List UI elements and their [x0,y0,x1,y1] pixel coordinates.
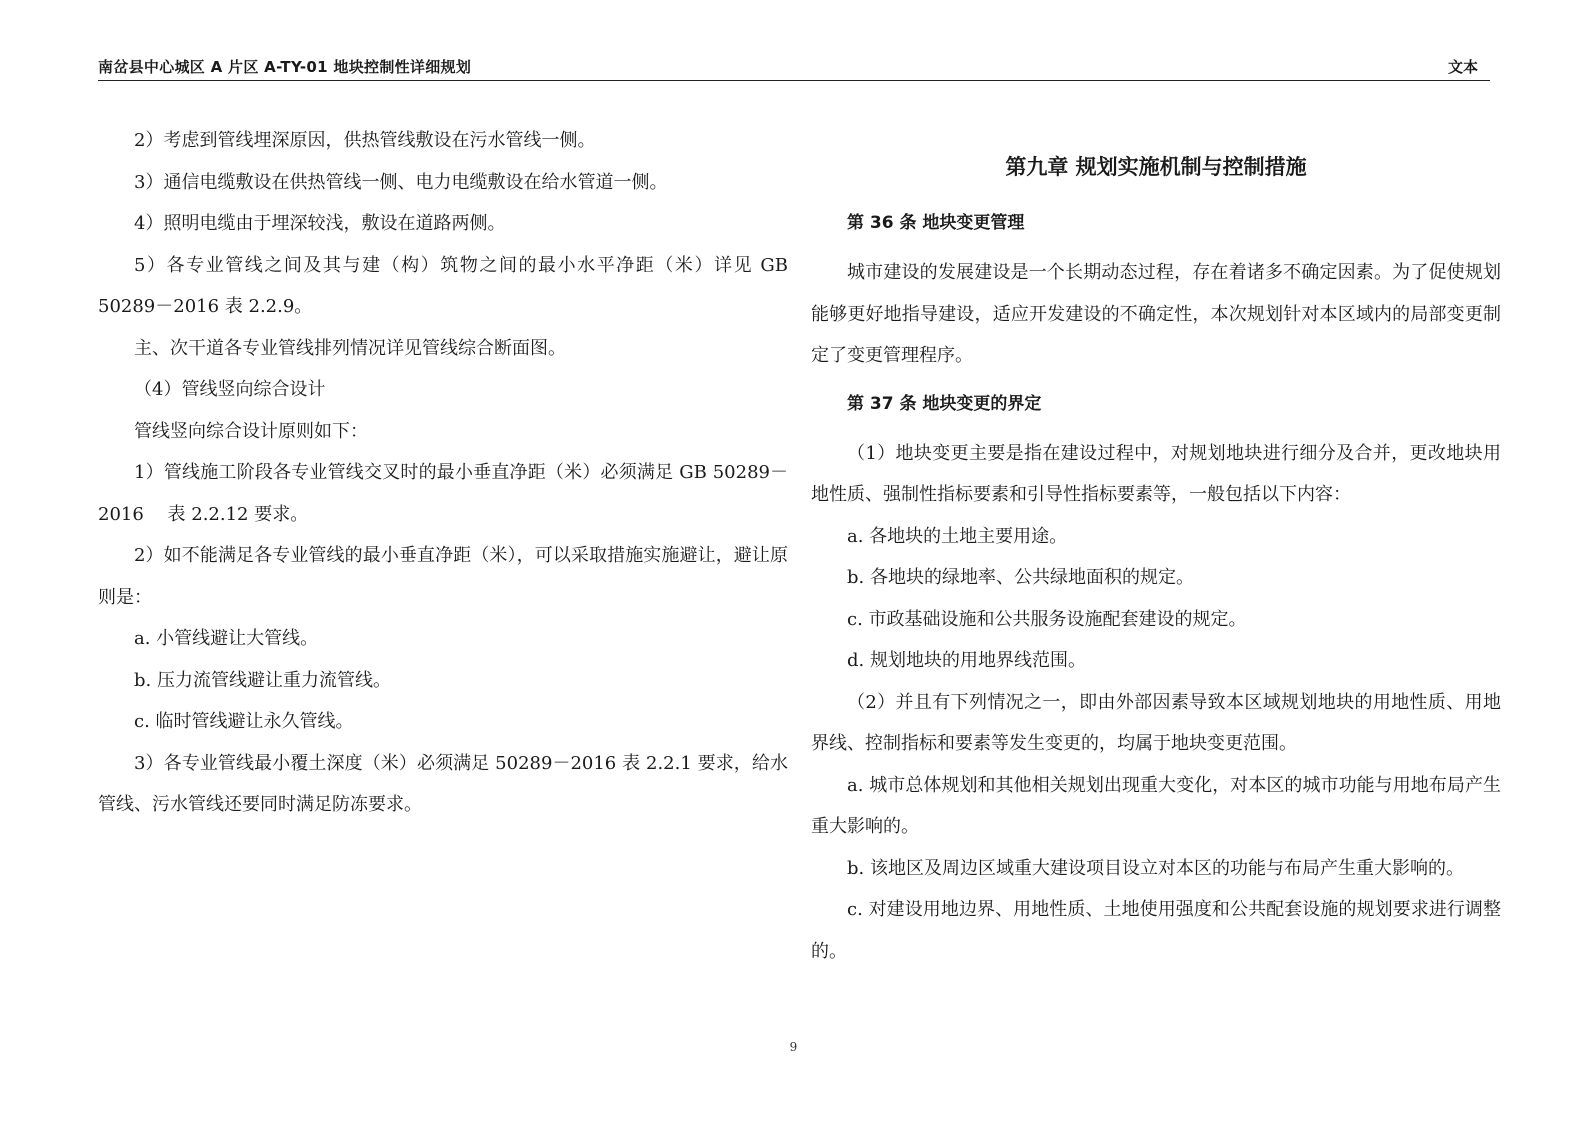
paragraph: 管线竖向综合设计原则如下： [134,420,368,442]
page-header [98,56,1490,81]
right-column [811,128,1501,972]
paragraph: 4）照明电缆由于埋深较浅，敷设在道路两侧。 [134,213,506,234]
paragraph: 城市建设的发展建设是一个长期动态过程，存在着诸多不确定因素。为了促使规划能够更好地指导建设，适应开发建设的不确定性，本次规划针对本区域内的局部变更制定了变更管理程序。 [811,262,1501,366]
article-37-heading: 第 37 条 地块变更的界定 [847,393,1042,414]
paragraph: c. 临时管线避让永久管线。 [134,711,354,732]
chapter-title: 第九章 规划实施机制与控制措施 [1005,155,1307,179]
paragraph: d. 规划地块的用地界线范围。 [847,650,1086,671]
article-37-body [811,433,1501,973]
article-36-body [811,252,1501,377]
paragraph: （2）并且有下列情况之一，即由外部因素导致本区域规划地块的用地性质、用地界线、控制指标和要素等发生变更的，均属于地块变更范围。 [811,691,1501,754]
document-type-label: 文本 [1447,58,1478,76]
paragraph: a. 小管线避让大管线。 [134,628,319,649]
left-column [98,120,788,826]
paragraph: a. 城市总体规划和其他相关规划出现重大变化，对本区的城市功能与用地布局产生重大影响的。 [811,774,1501,837]
paragraph: 主、次干道各专业管线排列情况详见管线综合断面图。 [134,337,566,359]
paragraph: （4）管线竖向综合设计 [134,379,326,400]
paragraph: b. 各地块的绿地率、公共绿地面积的规定。 [847,567,1194,588]
paragraph: b. 压力流管线避让重力流管线。 [134,669,391,691]
paragraph: c. 对建设用地边界、用地性质、土地使用强度和公共配套设施的规划要求进行调整的。 [811,899,1501,962]
paragraph: 3）通信电缆敷设在供热管线一侧、电力电缆敷设在给水管道一侧。 [134,171,668,193]
paragraph: a. 各地块的土地主要用途。 [847,525,1068,547]
paragraph: 5）各专业管线之间及其与建（构）筑物之间的最小水平净距（米）详见 GB 50289－2016 表 2.2.9。 [98,254,788,317]
paragraph: 3）各专业管线最小覆土深度（米）必须满足 50289－2016 表 2.2.1 要求，给水管线、污水管线还要同时满足防冻要求。 [98,752,788,815]
paragraph: 1）管线施工阶段各专业管线交叉时的最小垂直净距（米）必须满足 GB 50289－2016 表 2.2.12 要求。 [98,462,788,525]
paragraph: 2）如不能满足各专业管线的最小垂直净距（米），可以采取措施实施避让，避让原则是： [98,545,788,608]
paragraph: 2）考虑到管线埋深原因，供热管线敷设在污水管线一侧。 [134,130,596,151]
paragraph: b. 该地区及周边区域重大建设项目设立对本区的功能与布局产生重大影响的。 [847,857,1464,879]
paragraph: c. 市政基础设施和公共服务设施配套建设的规定。 [847,608,1247,630]
document-title: 南岔县中心城区 A 片区 A-TY-01 地块控制性详细规划 [98,58,472,76]
page-number: 9 [789,1040,798,1054]
paragraph: （1）地块变更主要是指在建设过程中，对规划地块进行细分及合并，更改地块用地性质、强制性指标要素和引导性指标要素等，一般包括以下内容： [811,442,1501,505]
article-36-heading: 第 36 条 地块变更管理 [847,213,1025,233]
